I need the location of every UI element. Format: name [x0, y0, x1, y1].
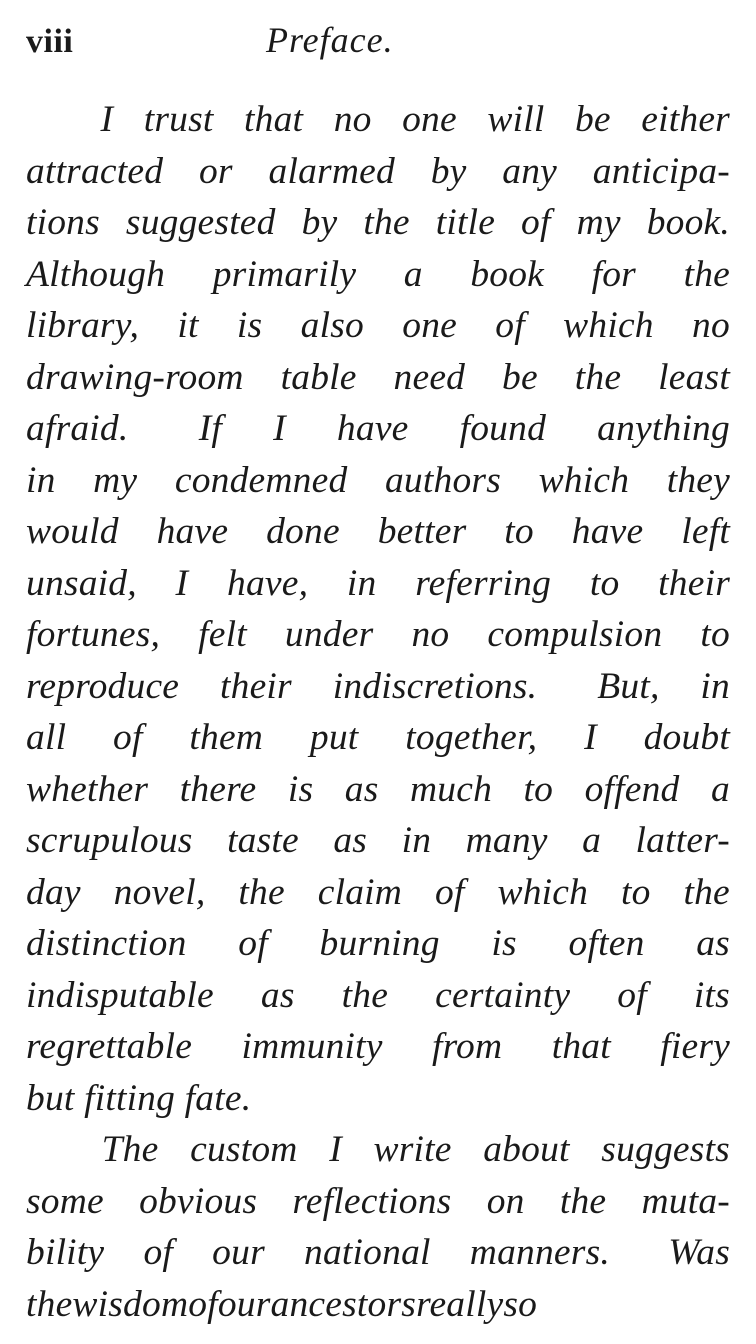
- word: for: [591, 253, 636, 295]
- word: ancestors: [270, 1283, 417, 1325]
- word: in: [401, 820, 432, 861]
- word: that: [244, 99, 304, 140]
- word: there: [179, 768, 257, 810]
- word: to: [504, 511, 534, 552]
- word: to: [523, 768, 554, 810]
- text-line: [26, 94, 730, 146]
- word: no: [411, 614, 450, 655]
- word: reflections: [292, 1180, 452, 1222]
- word: they: [666, 459, 730, 501]
- word: If: [179, 408, 223, 449]
- word: their: [220, 665, 292, 707]
- word: better: [377, 511, 467, 552]
- text-line: [26, 815, 730, 867]
- word: often: [568, 923, 645, 964]
- word: write: [373, 1129, 452, 1170]
- word: done: [266, 511, 340, 552]
- word: taste: [227, 820, 299, 861]
- word: I: [100, 99, 114, 140]
- word: unsaid,: [26, 562, 137, 604]
- word: latter-: [635, 820, 730, 861]
- word: my: [93, 459, 138, 501]
- word: of: [495, 305, 525, 346]
- word: really: [416, 1283, 504, 1325]
- word: indiscretions.: [332, 665, 538, 707]
- word: to: [589, 562, 620, 604]
- word: in: [26, 459, 56, 501]
- word: found: [459, 408, 547, 449]
- word: so: [503, 1283, 538, 1325]
- text-line: [26, 918, 730, 970]
- word: least: [658, 356, 730, 398]
- text-line: [26, 661, 730, 713]
- word: the: [363, 202, 410, 243]
- word: attracted: [26, 150, 164, 192]
- word: one: [402, 305, 457, 346]
- word: regrettable: [26, 1026, 193, 1067]
- word: condemned: [174, 459, 348, 501]
- word: be: [502, 356, 538, 398]
- word: which: [538, 459, 630, 501]
- word: which: [497, 871, 589, 913]
- word: burning: [319, 923, 440, 964]
- word: muta-: [641, 1180, 730, 1222]
- word: all: [26, 717, 67, 758]
- word: drawing-room: [26, 356, 244, 398]
- word: the: [683, 253, 730, 295]
- word: much: [410, 768, 493, 810]
- word: some: [26, 1180, 104, 1222]
- word: will: [487, 99, 545, 140]
- word: trust: [143, 99, 214, 140]
- word: I: [329, 1129, 342, 1170]
- word: also: [300, 305, 364, 346]
- text-line: [26, 197, 730, 249]
- text-line: [26, 300, 730, 352]
- word: of: [434, 871, 465, 913]
- word: its: [693, 974, 730, 1016]
- text-line: [26, 558, 730, 610]
- word: referring: [415, 562, 552, 604]
- word: be: [574, 99, 611, 140]
- word: them: [189, 717, 264, 758]
- word: the: [26, 1283, 73, 1325]
- word: of: [238, 923, 268, 964]
- word: of: [143, 1232, 174, 1273]
- word: the: [559, 1180, 607, 1222]
- word: authors: [384, 459, 501, 501]
- word: as: [344, 768, 379, 810]
- paragraph-indent: [26, 1124, 70, 1176]
- page-number: viii: [26, 23, 74, 60]
- word: I: [584, 717, 597, 758]
- word: whether: [26, 768, 149, 810]
- word: fortunes,: [26, 614, 161, 655]
- word: table: [280, 356, 357, 398]
- word: about: [483, 1129, 570, 1170]
- word: by: [430, 150, 467, 192]
- running-head-title: Preface.: [266, 20, 394, 60]
- word: any: [502, 150, 558, 192]
- text-line: [26, 1124, 730, 1176]
- text-line: [26, 455, 730, 507]
- word: no: [692, 305, 730, 346]
- word: I: [175, 562, 189, 604]
- word: by: [301, 202, 338, 243]
- word: left: [681, 511, 730, 552]
- paragraph-indent: [26, 94, 70, 146]
- word: the: [683, 871, 730, 913]
- text-line: [26, 1279, 730, 1331]
- word: to: [700, 614, 730, 655]
- text-line: [26, 970, 730, 1022]
- word: from: [432, 1026, 503, 1067]
- word: book.: [646, 202, 730, 243]
- text-line: [26, 867, 730, 919]
- word: fiery: [660, 1026, 730, 1067]
- word: need: [393, 356, 466, 398]
- word: their: [658, 562, 730, 604]
- word: certainty: [435, 974, 571, 1016]
- word: manners.: [469, 1232, 610, 1273]
- word: or: [198, 150, 233, 192]
- word: it: [177, 305, 199, 346]
- word: suggests: [601, 1129, 730, 1170]
- text-line: [26, 712, 730, 764]
- word: on: [486, 1180, 525, 1222]
- word: scrupulous: [26, 820, 193, 861]
- word: the: [341, 974, 389, 1016]
- word: either: [641, 99, 730, 140]
- paragraph-1: [26, 94, 730, 1124]
- text-line: [26, 506, 730, 558]
- text-line: [26, 764, 730, 816]
- word: But,: [578, 665, 660, 707]
- word: that: [551, 1026, 611, 1067]
- word: The: [101, 1129, 159, 1170]
- word: a: [582, 820, 602, 861]
- word: many: [465, 820, 548, 861]
- word: to: [620, 871, 651, 913]
- running-head: [26, 22, 730, 84]
- word: immunity: [241, 1026, 383, 1067]
- word: a: [403, 253, 423, 295]
- word: reproduce: [26, 665, 180, 707]
- word: of: [188, 1283, 218, 1325]
- word: which: [563, 305, 654, 346]
- word: of: [113, 717, 143, 758]
- word: doubt: [643, 717, 730, 758]
- word: our: [217, 1283, 271, 1325]
- word: novel,: [113, 871, 206, 913]
- word: suggested: [125, 202, 276, 243]
- text-line: [26, 1176, 730, 1228]
- text-line: [26, 609, 730, 661]
- word: felt: [198, 614, 247, 655]
- word: together,: [405, 717, 538, 758]
- word: would: [26, 511, 119, 552]
- word: have: [336, 408, 409, 449]
- word: anything: [597, 408, 730, 449]
- word: of: [617, 974, 647, 1016]
- word: library,: [26, 305, 140, 346]
- word: bility: [26, 1232, 105, 1273]
- word: anticipa-: [592, 150, 730, 192]
- text-line: [26, 146, 730, 198]
- word: my: [576, 202, 621, 243]
- word: one: [402, 99, 457, 140]
- word: tions: [26, 202, 100, 243]
- word: title: [435, 202, 496, 243]
- word: as: [333, 820, 368, 861]
- word: the: [574, 356, 622, 398]
- body-text: [26, 94, 730, 1330]
- word: our: [212, 1232, 265, 1273]
- word: have: [571, 511, 644, 552]
- text-line: [26, 1073, 730, 1125]
- word: Was: [649, 1232, 730, 1273]
- word: as: [696, 923, 730, 964]
- text-line: [26, 1227, 730, 1279]
- word: under: [284, 614, 374, 655]
- word: primarily: [212, 253, 357, 295]
- word: but fitting fate.: [26, 1077, 252, 1119]
- word: is: [287, 768, 314, 810]
- text-line: [26, 1021, 730, 1073]
- word: obvious: [139, 1180, 258, 1222]
- word: Although: [26, 253, 166, 295]
- word: indisputable: [26, 974, 214, 1016]
- word: is: [236, 305, 263, 346]
- word: offend: [584, 768, 680, 810]
- word: have: [156, 511, 229, 552]
- word: is: [491, 923, 517, 964]
- word: of: [521, 202, 551, 243]
- text-line: [26, 403, 730, 455]
- word: have,: [227, 562, 309, 604]
- word: custom: [190, 1129, 298, 1170]
- word: afraid.: [26, 408, 129, 449]
- word: no: [333, 99, 372, 140]
- word: put: [309, 717, 359, 758]
- word: book: [470, 253, 545, 295]
- word: the: [238, 871, 285, 913]
- word: in: [346, 562, 377, 604]
- word: in: [700, 665, 730, 707]
- paragraph-2: [26, 1124, 730, 1330]
- word: day: [26, 871, 81, 913]
- text-line: [26, 249, 730, 301]
- word: national: [304, 1232, 431, 1273]
- word: claim: [317, 871, 403, 913]
- word: a: [711, 768, 730, 810]
- word: compulsion: [487, 614, 663, 655]
- word: as: [260, 974, 295, 1016]
- text-line: [26, 352, 730, 404]
- word: alarmed: [268, 150, 395, 192]
- word: I: [273, 408, 286, 449]
- word: wisdom: [72, 1283, 189, 1325]
- word: distinction: [26, 923, 187, 964]
